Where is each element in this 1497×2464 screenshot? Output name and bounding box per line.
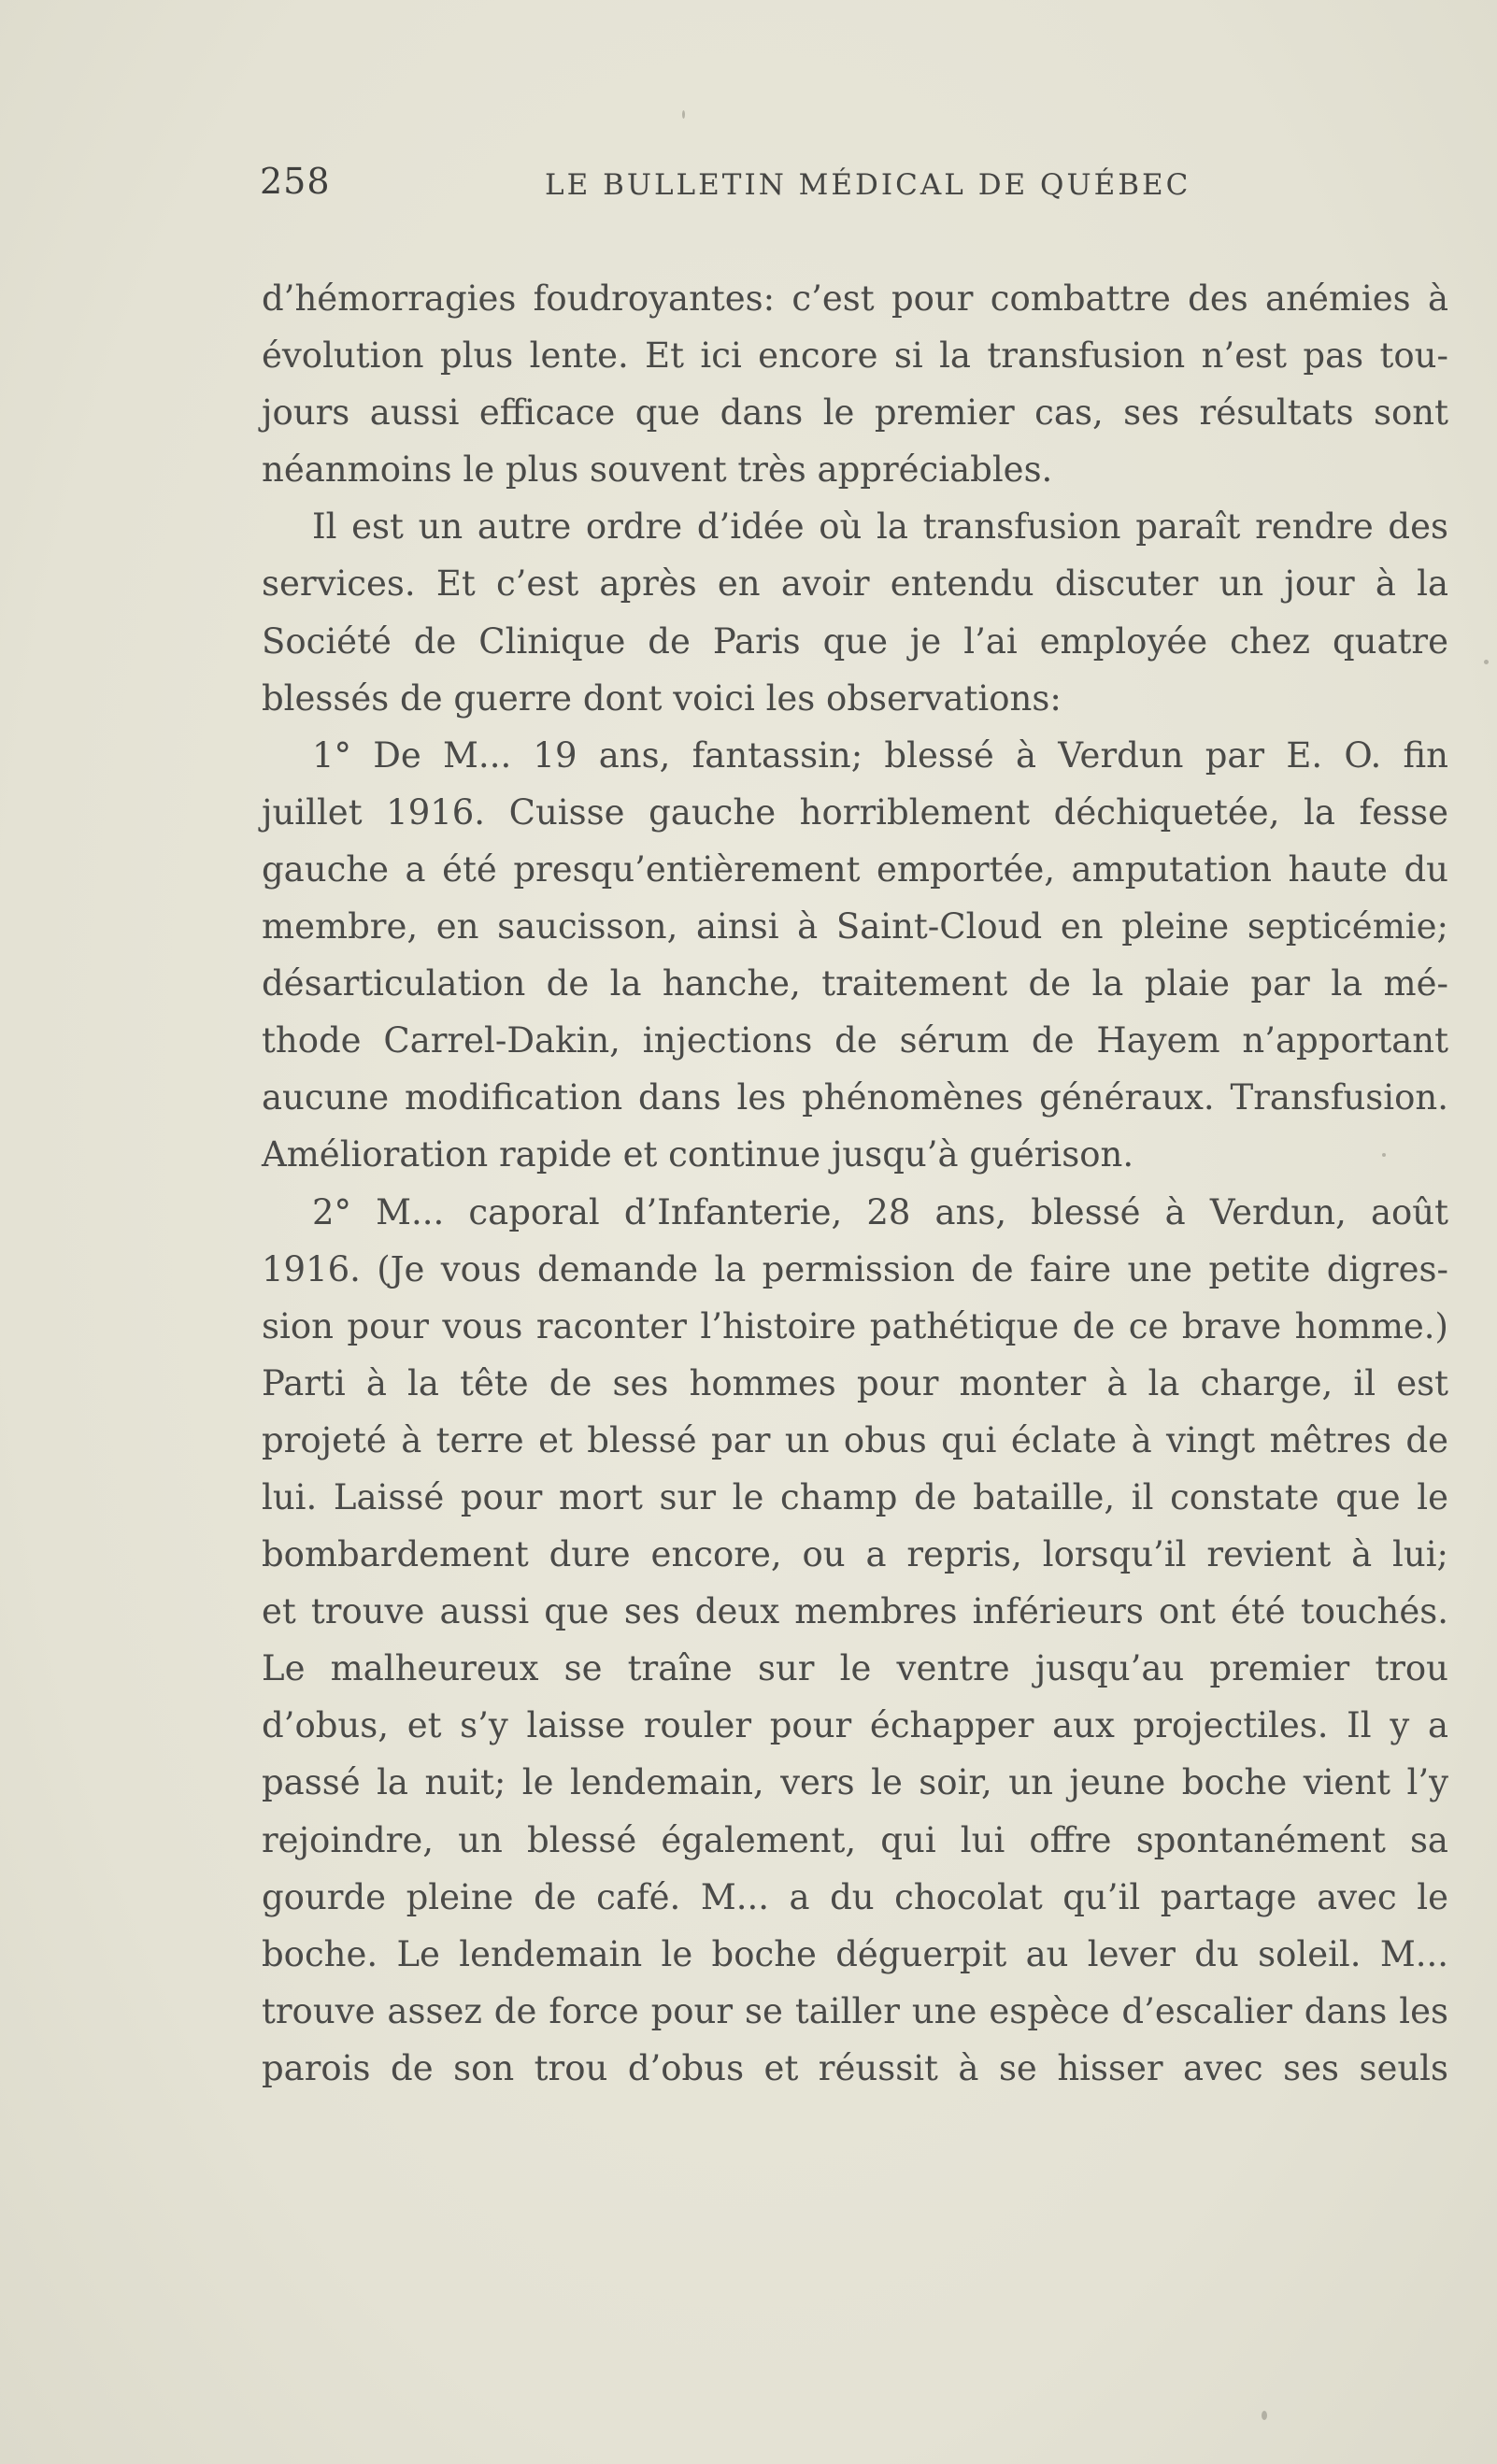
text-line: 2° M... caporal d’Infanterie, 28 ans, blessé à Verdun, août [312, 1191, 1448, 1232]
text-line: blessés de guerre dont voici les observations: [262, 677, 1062, 719]
paper-speck [682, 110, 685, 119]
text-line: d’obus, et s’y laisse rouler pour échapper aux projectiles. Il y a [262, 1705, 1448, 1746]
text-line: projeté à terre et blessé par un obus qui éclate à vingt mêtres de [262, 1419, 1448, 1460]
paper-speck [1382, 1153, 1386, 1157]
paper-speck [1262, 2411, 1267, 2420]
text-line: Le malheureux se traîne sur le ventre jusqu’au premier trou [262, 1648, 1448, 1689]
page-header [260, 161, 1447, 217]
text-line: d’hémorragies foudroyantes: c’est pour combattre des anémies à [262, 278, 1448, 319]
text-line: Parti à la tête de ses hommes pour monter à la charge, il est [262, 1362, 1448, 1403]
text-line: évolution plus lente. Et ici encore si la transfusion n’est pas tou- [262, 335, 1448, 377]
page-number: 258 [260, 161, 331, 202]
paper-speck [1484, 660, 1489, 664]
text-line: désarticulation de la hanche, traitement de la plaie par la mé- [262, 963, 1448, 1004]
text-line: membre, en saucisson, ainsi à Saint-Cloud en pleine septicémie; [262, 906, 1448, 947]
text-line: Il est un autre ordre d’idée où la transfusion paraît rendre des [312, 506, 1448, 548]
text-line: 1° De M... 19 ans, fantassin; blessé à Verdun par E. O. fin [312, 734, 1448, 776]
text-line: gourde pleine de café. M... a du chocolat qu’il partage avec le [262, 1876, 1448, 1917]
text-line: trouve assez de force pour se tailler une espèce d’escalier dans les [262, 1990, 1448, 2031]
text-line: lui. Laissé pour mort sur le champ de bataille, il constate que le [262, 1476, 1448, 1517]
text-line: juillet 1916. Cuisse gauche horriblement déchiquetée, la fesse [262, 791, 1448, 833]
body-text [262, 270, 1448, 2097]
text-line: gauche a été presqu’entièrement emportée, amputation haute du [262, 848, 1448, 890]
text-line: bombardement dure encore, ou a repris, lorsqu’il revient à lui; [262, 1534, 1448, 1575]
running-head: LE BULLETIN MÉDICAL DE QUÉBEC [545, 168, 1191, 202]
text-line: rejoindre, un blessé également, qui lui offre spontanément sa [262, 1819, 1448, 1860]
text-line: et trouve aussi que ses deux membres inférieurs ont été touchés. [262, 1591, 1448, 1632]
text-line: 1916. (Je vous demande la permission de faire une petite digres- [262, 1248, 1448, 1289]
text-line: services. Et c’est après en avoir entendu discuter un jour à la [262, 563, 1448, 605]
text-line: passé la nuit; le lendemain, vers le soir, un jeune boche vient l’y [262, 1762, 1448, 1803]
text-line: jours aussi efficace que dans le premier cas, ses résultats sont [262, 392, 1448, 434]
text-line: thode Carrel-Dakin, injections de sérum de Hayem n’apportant [262, 1020, 1448, 1061]
text-line: Société de Clinique de Paris que je l’ai employée chez quatre [262, 620, 1448, 662]
text-line: néanmoins le plus souvent très appréciables. [262, 449, 1053, 491]
text-line: sion pour vous raconter l’histoire pathétique de ce brave homme.) [262, 1305, 1448, 1346]
text-line: Amélioration rapide et continue jusqu’à guérison. [262, 1134, 1134, 1175]
text-line: parois de son trou d’obus et réussit à se hisser avec ses seuls [262, 2047, 1448, 2088]
text-line: aucune modification dans les phénomènes généraux. Transfusion. [262, 1077, 1448, 1118]
text-line: boche. Le lendemain le boche déguerpit au lever du soleil. M... [262, 1933, 1448, 1974]
